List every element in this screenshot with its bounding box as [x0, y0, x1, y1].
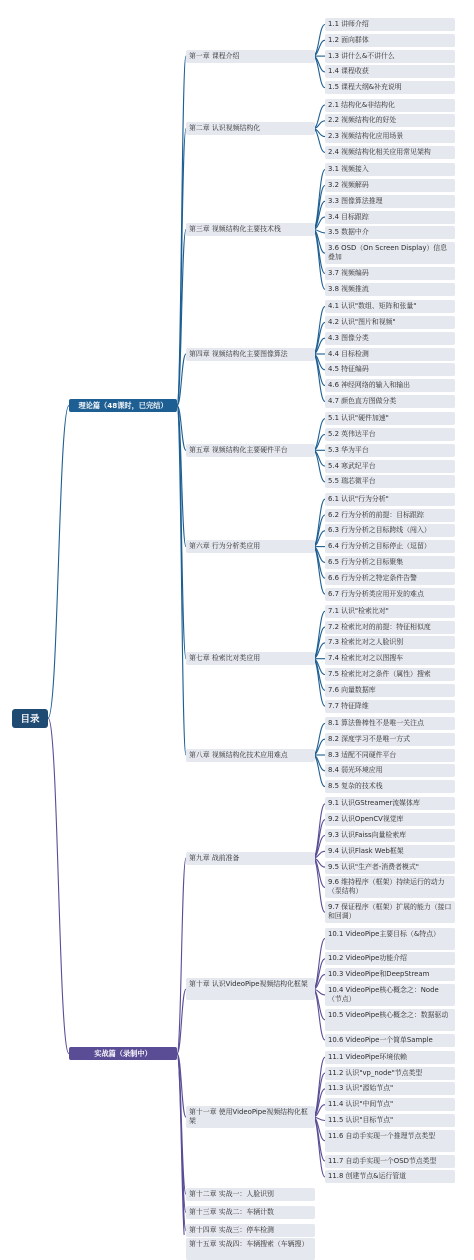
topic-node[interactable]: 9.7 保证程序（框架）扩展的能力（接口和回调） [325, 901, 455, 923]
topic-node[interactable]: 7.1 认识"检索比对" [325, 605, 455, 618]
topic-node[interactable]: 2.1 结构化&非结构化 [325, 99, 455, 112]
topic-node[interactable]: 4.7 颜色直方图做分类 [325, 395, 455, 408]
topic-node[interactable]: 2.2 视频结构化的好处 [325, 114, 455, 127]
topic-node[interactable]: 8.1 算法鲁棒性不是唯一关注点 [325, 717, 455, 730]
topic-node[interactable]: 6.7 行为分析类应用开发的难点 [325, 588, 455, 601]
topic-node[interactable]: 2.3 视频结构化应用场景 [325, 130, 455, 143]
branch-connector [48, 406, 69, 718]
topic-node[interactable]: 3.7 视频编码 [325, 267, 455, 280]
topic-node[interactable]: 7.2 检索比对的前提：特征相似度 [325, 621, 455, 634]
topic-node[interactable]: 4.5 特征编码 [325, 363, 455, 376]
topic-node[interactable]: 7.5 检索比对之条件（属性）搜索 [325, 668, 455, 681]
topic-node[interactable]: 7.6 向量数据库 [325, 684, 455, 697]
chapter-node[interactable]: 第十二章 实战一：人脸识别 [186, 1188, 315, 1201]
topic-node[interactable]: 7.3 检索比对之人脸识别 [325, 636, 455, 649]
topic-node[interactable]: 8.5 复杂的技术栈 [325, 780, 455, 793]
topic-node[interactable]: 8.2 深度学习不是唯一方式 [325, 733, 455, 746]
topic-node[interactable]: 5.5 瑞芯微平台 [325, 475, 455, 488]
chapter-node[interactable]: 第三章 视频结构化主要技术栈 [186, 223, 315, 236]
topic-node[interactable]: 9.2 认识OpenCV视觉库 [325, 813, 455, 826]
topic-node[interactable]: 9.6 维持程序（框架）持续运行的动力（泵结构） [325, 876, 455, 898]
branch-connector [177, 129, 186, 406]
topic-node[interactable]: 6.1 认识"行为分析" [325, 493, 455, 506]
topic-node[interactable]: 1.4 课程收获 [325, 65, 455, 78]
topic-node[interactable]: 6.5 行为分析之目标聚集 [325, 556, 455, 569]
topic-node[interactable]: 9.5 认识"生产者-消费者模式" [325, 861, 455, 874]
topic-node[interactable]: 7.4 检索比对之以图搜车 [325, 652, 455, 665]
chapter-node[interactable]: 第十四章 实战三：停车检测 [186, 1224, 315, 1237]
topic-node[interactable]: 8.4 弱光环境应用 [325, 764, 455, 777]
topic-node[interactable]: 3.3 图像算法推理 [325, 195, 455, 208]
topic-node[interactable]: 11.7 自动手实现一个OSD节点类型 [325, 1155, 455, 1168]
topic-node[interactable]: 10.6 VideoPipe一个简单Sample [325, 1034, 455, 1047]
topic-node[interactable]: 3.1 视频接入 [325, 163, 455, 176]
part-node[interactable]: 理论篇（48课时，已完结） [69, 399, 177, 412]
chapter-node[interactable]: 第八章 视频结构化技术应用难点 [186, 749, 315, 762]
topic-node[interactable]: 11.4 认识"中间节点" [325, 1098, 455, 1111]
topic-node[interactable]: 4.2 认识"图片和视频" [325, 316, 455, 329]
topic-node[interactable]: 9.1 认识GStreamer流媒体库 [325, 797, 455, 810]
topic-node[interactable]: 5.1 认识"硬件加速" [325, 412, 455, 425]
topic-node[interactable]: 6.3 行为分析之目标跨线（闯入） [325, 524, 455, 537]
branch-connector [313, 170, 325, 230]
topic-node[interactable]: 3.8 视频推流 [325, 283, 455, 296]
topic-node[interactable]: 11.1 VideoPipe环境依赖 [325, 1051, 455, 1064]
topic-node[interactable]: 11.2 认识"vp_node"节点类型 [325, 1067, 455, 1080]
topic-node[interactable]: 3.5 数据中介 [325, 226, 455, 239]
topic-node[interactable]: 11.6 自动手实现一个推理节点类型 [325, 1130, 455, 1152]
chapter-node[interactable]: 第一章 课程介绍 [186, 50, 315, 63]
topic-node[interactable]: 6.2 行为分析的前提：目标跟踪 [325, 509, 455, 522]
topic-node[interactable]: 10.4 VideoPipe核心概念之：Node（节点） [325, 984, 455, 1006]
topic-node[interactable]: 10.3 VideoPipe和DeepStream [325, 968, 455, 981]
topic-node[interactable]: 1.2 面向群体 [325, 34, 455, 47]
chapter-node[interactable]: 第十章 认识VideoPipe视频结构化框架 [186, 978, 315, 1000]
topic-node[interactable]: 3.4 目标跟踪 [325, 211, 455, 224]
chapter-node[interactable]: 第十一章 使用VideoPipe视频结构化框架 [186, 1106, 315, 1128]
topic-node[interactable]: 5.4 寒武纪平台 [325, 460, 455, 473]
topic-node[interactable]: 10.5 VideoPipe核心概念之：数据驱动 [325, 1009, 455, 1031]
branch-connector [313, 230, 325, 290]
topic-node[interactable]: 10.1 VideoPipe主要目标（&特点） [325, 928, 455, 950]
chapter-node[interactable]: 第四章 视频结构化主要图像算法 [186, 348, 315, 361]
topic-node[interactable]: 4.4 目标检测 [325, 348, 455, 361]
chapter-node[interactable]: 第二章 认识视频结构化 [186, 122, 315, 135]
chapter-node[interactable]: 第十三章 实战二：车辆计数 [186, 1206, 315, 1219]
branch-connector [177, 56, 186, 405]
topic-node[interactable]: 11.5 认识"目标节点" [325, 1114, 455, 1127]
topic-node[interactable]: 2.4 视频结构化相关应用常见架构 [325, 146, 455, 159]
branch-connector [313, 804, 325, 858]
chapter-node[interactable]: 第十五章 实战四：车辆搜索（车辆搜） [186, 1238, 315, 1260]
topic-node[interactable]: 11.3 认识"源始节点" [325, 1082, 455, 1095]
branch-connector [177, 406, 186, 755]
topic-node[interactable]: 7.7 特征降维 [325, 700, 455, 713]
topic-node[interactable]: 3.6 OSD（On Screen Display）信息叠加 [325, 242, 455, 264]
chapter-node[interactable]: 第九章 战前准备 [186, 852, 315, 865]
topic-node[interactable]: 4.6 神经网络的输入和输出 [325, 379, 455, 392]
topic-node[interactable]: 4.3 图像分类 [325, 332, 455, 345]
branch-connector [48, 718, 69, 1054]
topic-node[interactable]: 1.3 讲什么&不讲什么 [325, 50, 455, 63]
part-node[interactable]: 实战篇（录制中） [69, 1047, 177, 1060]
topic-node[interactable]: 5.3 华为平台 [325, 444, 455, 457]
topic-node[interactable]: 1.1 讲师介绍 [325, 18, 455, 31]
topic-node[interactable]: 1.5 课程大纲&补充说明 [325, 81, 455, 94]
topic-node[interactable]: 9.3 认识Faiss向量检索库 [325, 829, 455, 842]
topic-node[interactable]: 10.2 VideoPipe功能介绍 [325, 952, 455, 965]
topic-node[interactable]: 6.4 行为分析之目标停止（逗留） [325, 540, 455, 553]
chapter-node[interactable]: 第七章 检索比对类应用 [186, 652, 315, 665]
topic-node[interactable]: 9.4 认识Flask Web框架 [325, 845, 455, 858]
topic-node[interactable]: 8.3 适配不同硬件平台 [325, 749, 455, 762]
topic-node[interactable]: 5.2 英伟达平台 [325, 428, 455, 441]
topic-node[interactable]: 6.6 行为分析之特定条件告警 [325, 572, 455, 585]
chapter-node[interactable]: 第五章 视频结构化主要硬件平台 [186, 444, 315, 457]
root-node[interactable]: 目录 [12, 709, 48, 728]
topic-node[interactable]: 11.8 创建节点&运行管道 [325, 1170, 455, 1183]
topic-node[interactable]: 3.2 视频解码 [325, 179, 455, 192]
chapter-node[interactable]: 第六章 行为分析类应用 [186, 540, 315, 553]
topic-node[interactable]: 4.1 认识"数组、矩阵和张量" [325, 300, 455, 313]
